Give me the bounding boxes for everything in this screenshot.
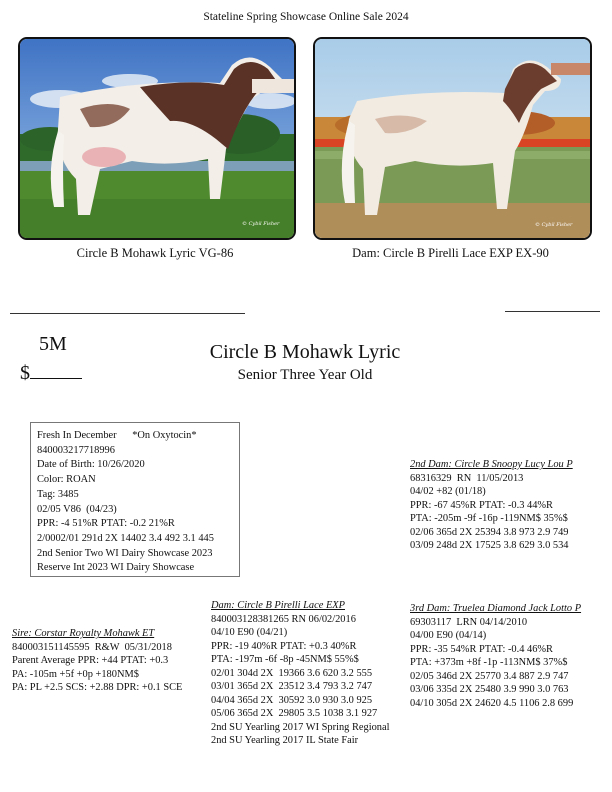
pedigree-line: 03/09 248d 2X 17525 3.8 629 3.0 534 (410, 540, 569, 551)
pedigree-line: 2nd SU Yearling 2017 IL State Fair (211, 735, 359, 746)
pedigree-line: PPR: -67 45%R PTAT: -0.3 44%R (410, 499, 553, 511)
pedigree-line: 02/06 365d 2X 25394 3.8 973 2.9 749 (410, 526, 569, 538)
pedigree-line: Parent Average PPR: +44 PTAT: +0.3 (12, 655, 169, 666)
third-dam-section (410, 602, 581, 710)
dam-heading: Dam: Circle B Pirelli Lace EXP (211, 600, 345, 611)
sire-section (12, 627, 182, 695)
price-blank (30, 364, 82, 379)
svg-text:© Cybil Fisher: © Cybil Fisher (535, 222, 573, 228)
dam-photo-caption: Dam: Circle B Pirelli Lace EXP EX-90 (352, 246, 549, 260)
pedigree-line: 04/02 +82 (01/18) (410, 486, 486, 497)
pedigree-line: 03/06 335d 2X 25480 3.9 990 3.0 763 (410, 684, 569, 695)
lot-number: 5M (39, 333, 67, 355)
pedigree-line: 69303117 LRN 04/14/2010 (410, 616, 528, 628)
pedigree-line: 02/05 346d 2X 25770 3.4 887 2.9 747 (410, 670, 569, 682)
price-prefix: $ (20, 362, 30, 384)
price-field (20, 362, 82, 385)
sire-heading: Sire: Corstar Royalty Mohawk ET (12, 628, 155, 639)
pedigree-line: 68316329 RN 11/05/2013 (410, 472, 524, 484)
info-line: PPR: -4 51%R PTAT: -0.2 21%R (37, 518, 175, 530)
info-line: Tag: 3485 (37, 488, 79, 500)
info-line: 840003217718996 (37, 444, 115, 456)
pedigree-line: PPR: -35 54%R PTAT: -0.4 46%R (410, 643, 553, 655)
pedigree-line: PPR: -19 40%R PTAT: +0.3 40%R (211, 640, 357, 652)
info-line: Color: ROAN (37, 474, 96, 486)
svg-text:© Cybil Fisher: © Cybil Fisher (242, 221, 280, 227)
pedigree-line: 04/10 305d 2X 24620 4.5 1106 2.8 699 (410, 697, 574, 709)
second-dam-heading: 2nd Dam: Circle B Snoopy Lucy Lou P (410, 459, 573, 470)
dam-section (211, 599, 389, 748)
pedigree-line: 04/04 365d 2X 30592 3.0 930 3.0 925 (211, 694, 373, 706)
info-line: Reserve Int 2023 WI Dairy Showcase (37, 562, 195, 574)
pedigree-line: 02/01 304d 2X 19366 3.6 620 3.2 555 (211, 667, 373, 679)
divider (10, 313, 245, 314)
cow-photo-caption: Circle B Mohawk Lyric VG-86 (76, 246, 234, 260)
divider (505, 311, 600, 312)
cow-photo (18, 37, 296, 240)
third-dam-heading: 3rd Dam: Truelea Diamond Jack Lotto P (410, 603, 582, 614)
second-dam-section (410, 458, 573, 553)
dam-photo-image (315, 39, 590, 238)
animal-class: Senior Three Year Old (237, 367, 373, 383)
pedigree-line: PA: PL +2.5 SCS: +2.88 DPR: +0.1 SCE (12, 682, 183, 693)
pedigree-line: 840003128381265 RN 06/02/2016 (211, 613, 356, 625)
pedigree-line: PTA: -205m -9f -16p -119NM$ 35%$ (410, 513, 568, 524)
pedigree-line: 04/00 E90 (04/14) (410, 630, 487, 641)
pedigree-line: 04/10 E90 (04/21) (211, 627, 288, 638)
pedigree-line: 2nd SU Yearling 2017 WI Spring Regional (211, 721, 390, 733)
pedigree-line: PTA: +373m +8f -1p -113NM$ 37%$ (410, 657, 568, 668)
info-line: Fresh In December *On Oxytocin* (37, 430, 197, 441)
animal-info-box (30, 422, 240, 577)
info-line: 2nd Senior Two WI Dairy Showcase 2023 (37, 547, 213, 559)
sale-title: Stateline Spring Showcase Online Sale 2024 (203, 11, 409, 23)
info-line: 2/0002/01 291d 2X 14402 3.4 492 3.1 445 (37, 532, 214, 544)
info-line: 02/05 V86 (04/23) (37, 503, 117, 515)
info-line: Date of Birth: 10/26/2020 (37, 459, 145, 471)
animal-name: Circle B Mohawk Lyric (209, 341, 401, 363)
pedigree-line: PA: -105m +5f +0p +180NM$ (12, 668, 139, 680)
cow-photo-image (20, 39, 294, 238)
pedigree-line: PTA: -197m -6f -8p -45NM$ 55%$ (211, 654, 359, 665)
pedigree-line: 05/06 365d 2X 29805 3.5 1038 3.1 927 (211, 708, 378, 719)
dam-photo (313, 37, 592, 240)
pedigree-line: 03/01 365d 2X 23512 3.4 793 3.2 747 (211, 681, 373, 692)
pedigree-line: 840003151145595 R&W 05/31/2018 (12, 641, 172, 653)
